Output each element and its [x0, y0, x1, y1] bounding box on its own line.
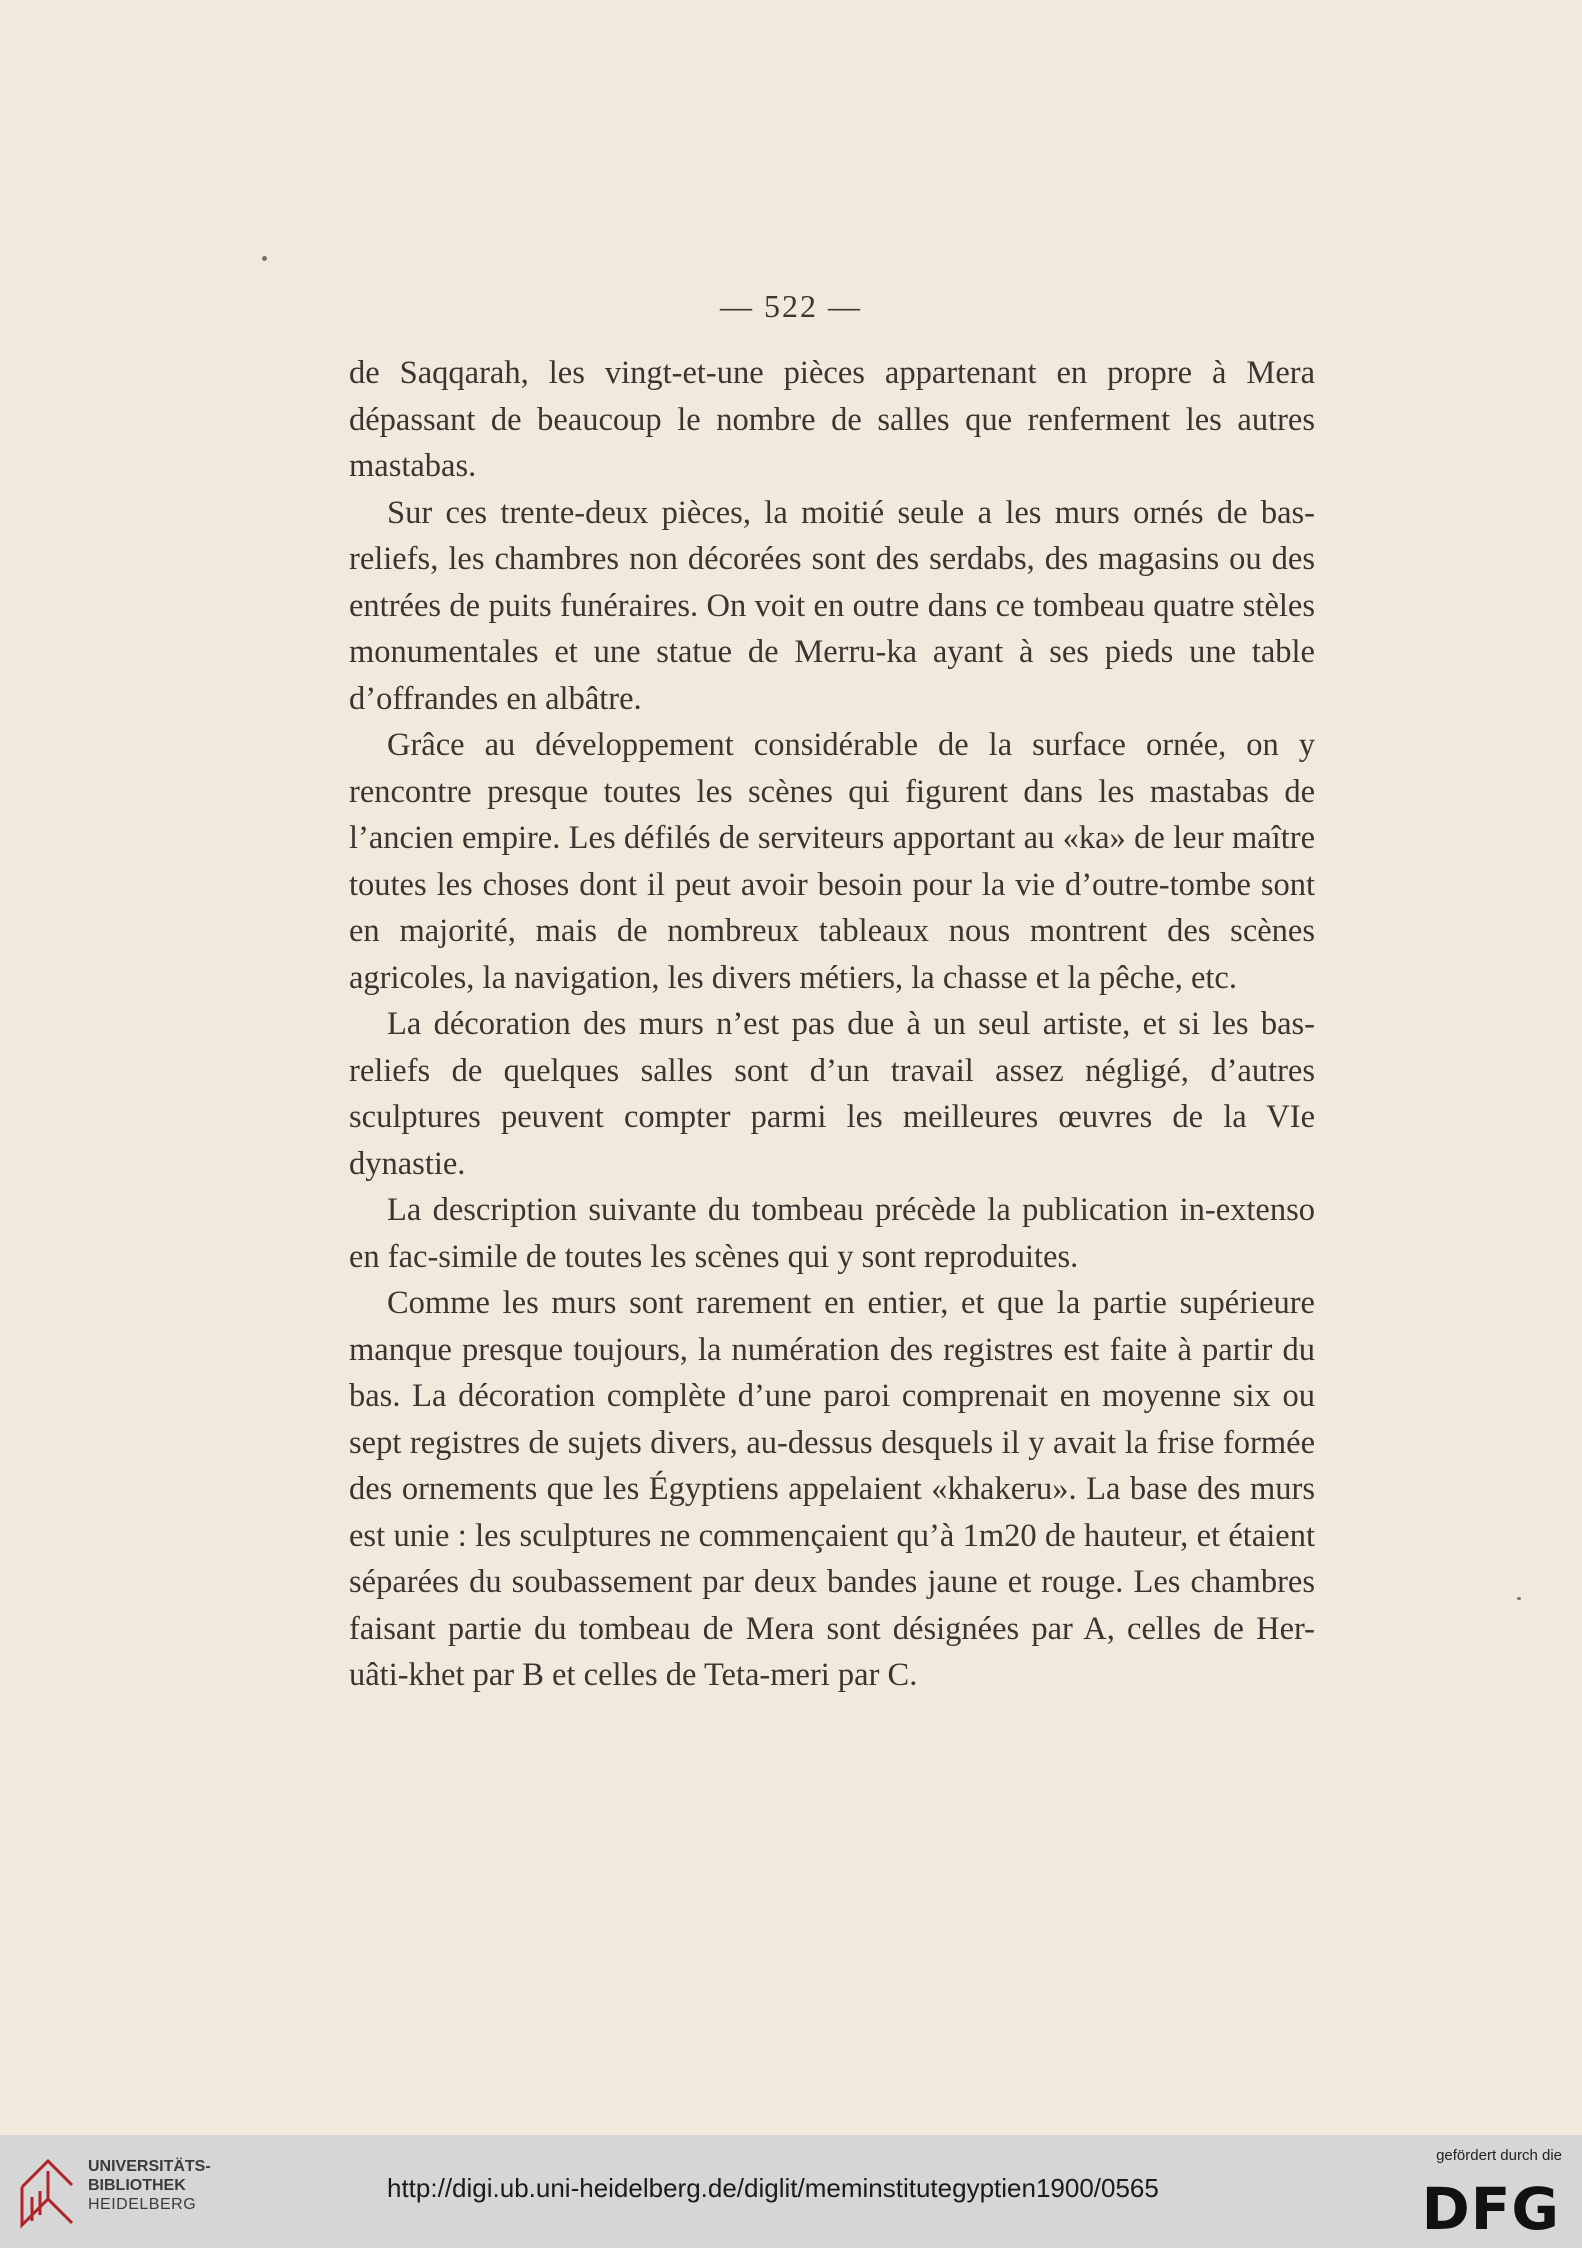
permalink-url[interactable]: http://digi.ub.uni-heidelberg.de/diglit/meminstitutegyptien1900/0565: [387, 2173, 1159, 2203]
funder-label: gefördert durch die: [1436, 2147, 1562, 2164]
paragraph: Sur ces trente-deux pièces, la moitié seule a les murs ornés de bas-reliefs, les chambres non décorées sont des serdabs, des magasins ou des entrées de puits funéraires. On voit en outre dans ce tombeau quatre stèles monumentales et une statue de Merru-ka ayant à ses pieds une table d’offrandes en albâtre.: [349, 494, 1315, 717]
library-name: [88, 2157, 211, 2214]
paragraph: La décoration des murs n’est pas due à un seul artiste, et si les bas-reliefs de quelques salles sont d’un travail assez négligé, d’autres sculptures peuvent compter parmi les meilleures œuvres de la VIe dynastie.: [349, 1006, 1315, 1182]
paper-speck: [262, 256, 267, 261]
paragraph: La description suivante du tombeau précède la publication in-extenso en fac-simile de toutes les scènes qui y sont reproduites.: [349, 1192, 1315, 1275]
library-name-line: BIBLIOTHEK: [88, 2177, 186, 2194]
paragraph: de Saqqarah, les vingt-et-une pièces appartenant en propre à Mera dépassant de beaucoup le nombre de salles que renferment les autres mastabas.: [349, 355, 1315, 484]
dfg-logo: DFG: [1421, 2175, 1560, 2243]
paragraph: Comme les murs sont rarement en entier, et que la partie supérieure manque presque toujours, la numération des registres est faite à partir du bas. La décoration complète d’une paroi comprenait en moyenne six ou sept registres de sujets divers, au-dessus desquels il y avait la frise formée des ornements que les Égyptiens appelaient «khakeru». La base des murs est unie : les sculptures ne commençaient qu’à 1m20 de hauteur, et étaient séparées du soubassement par deux bandes jaune et rouge. Les chambres faisant partie du tombeau de Mera sont désignées par A, celles de Her-uâti-khet par B et celles de Teta-meri par C.: [349, 1285, 1315, 1693]
library-logo-icon: [18, 2157, 76, 2229]
paper-speck: [1517, 1597, 1521, 1600]
library-name-line: HEIDELBERG: [88, 2196, 197, 2213]
library-name-line: UNIVERSITÄTS-: [88, 2158, 211, 2175]
body-text: [349, 350, 1315, 1699]
paragraph: Grâce au développement considérable de la surface ornée, on y rencontre presque toutes les scènes qui figurent dans les mastabas de l’ancien empire. Les défilés de serviteurs apportant au «ka» de leur maître toutes les choses dont il peut avoir besoin pour la vie d’outre-tombe sont en majorité, mais de nombreux tableaux nous montrent des scènes agricoles, la navigation, les divers métiers, la chasse et la pêche, etc.: [349, 727, 1315, 996]
page-number: — 522 —: [720, 288, 862, 324]
footer-bar: [0, 2135, 1582, 2248]
